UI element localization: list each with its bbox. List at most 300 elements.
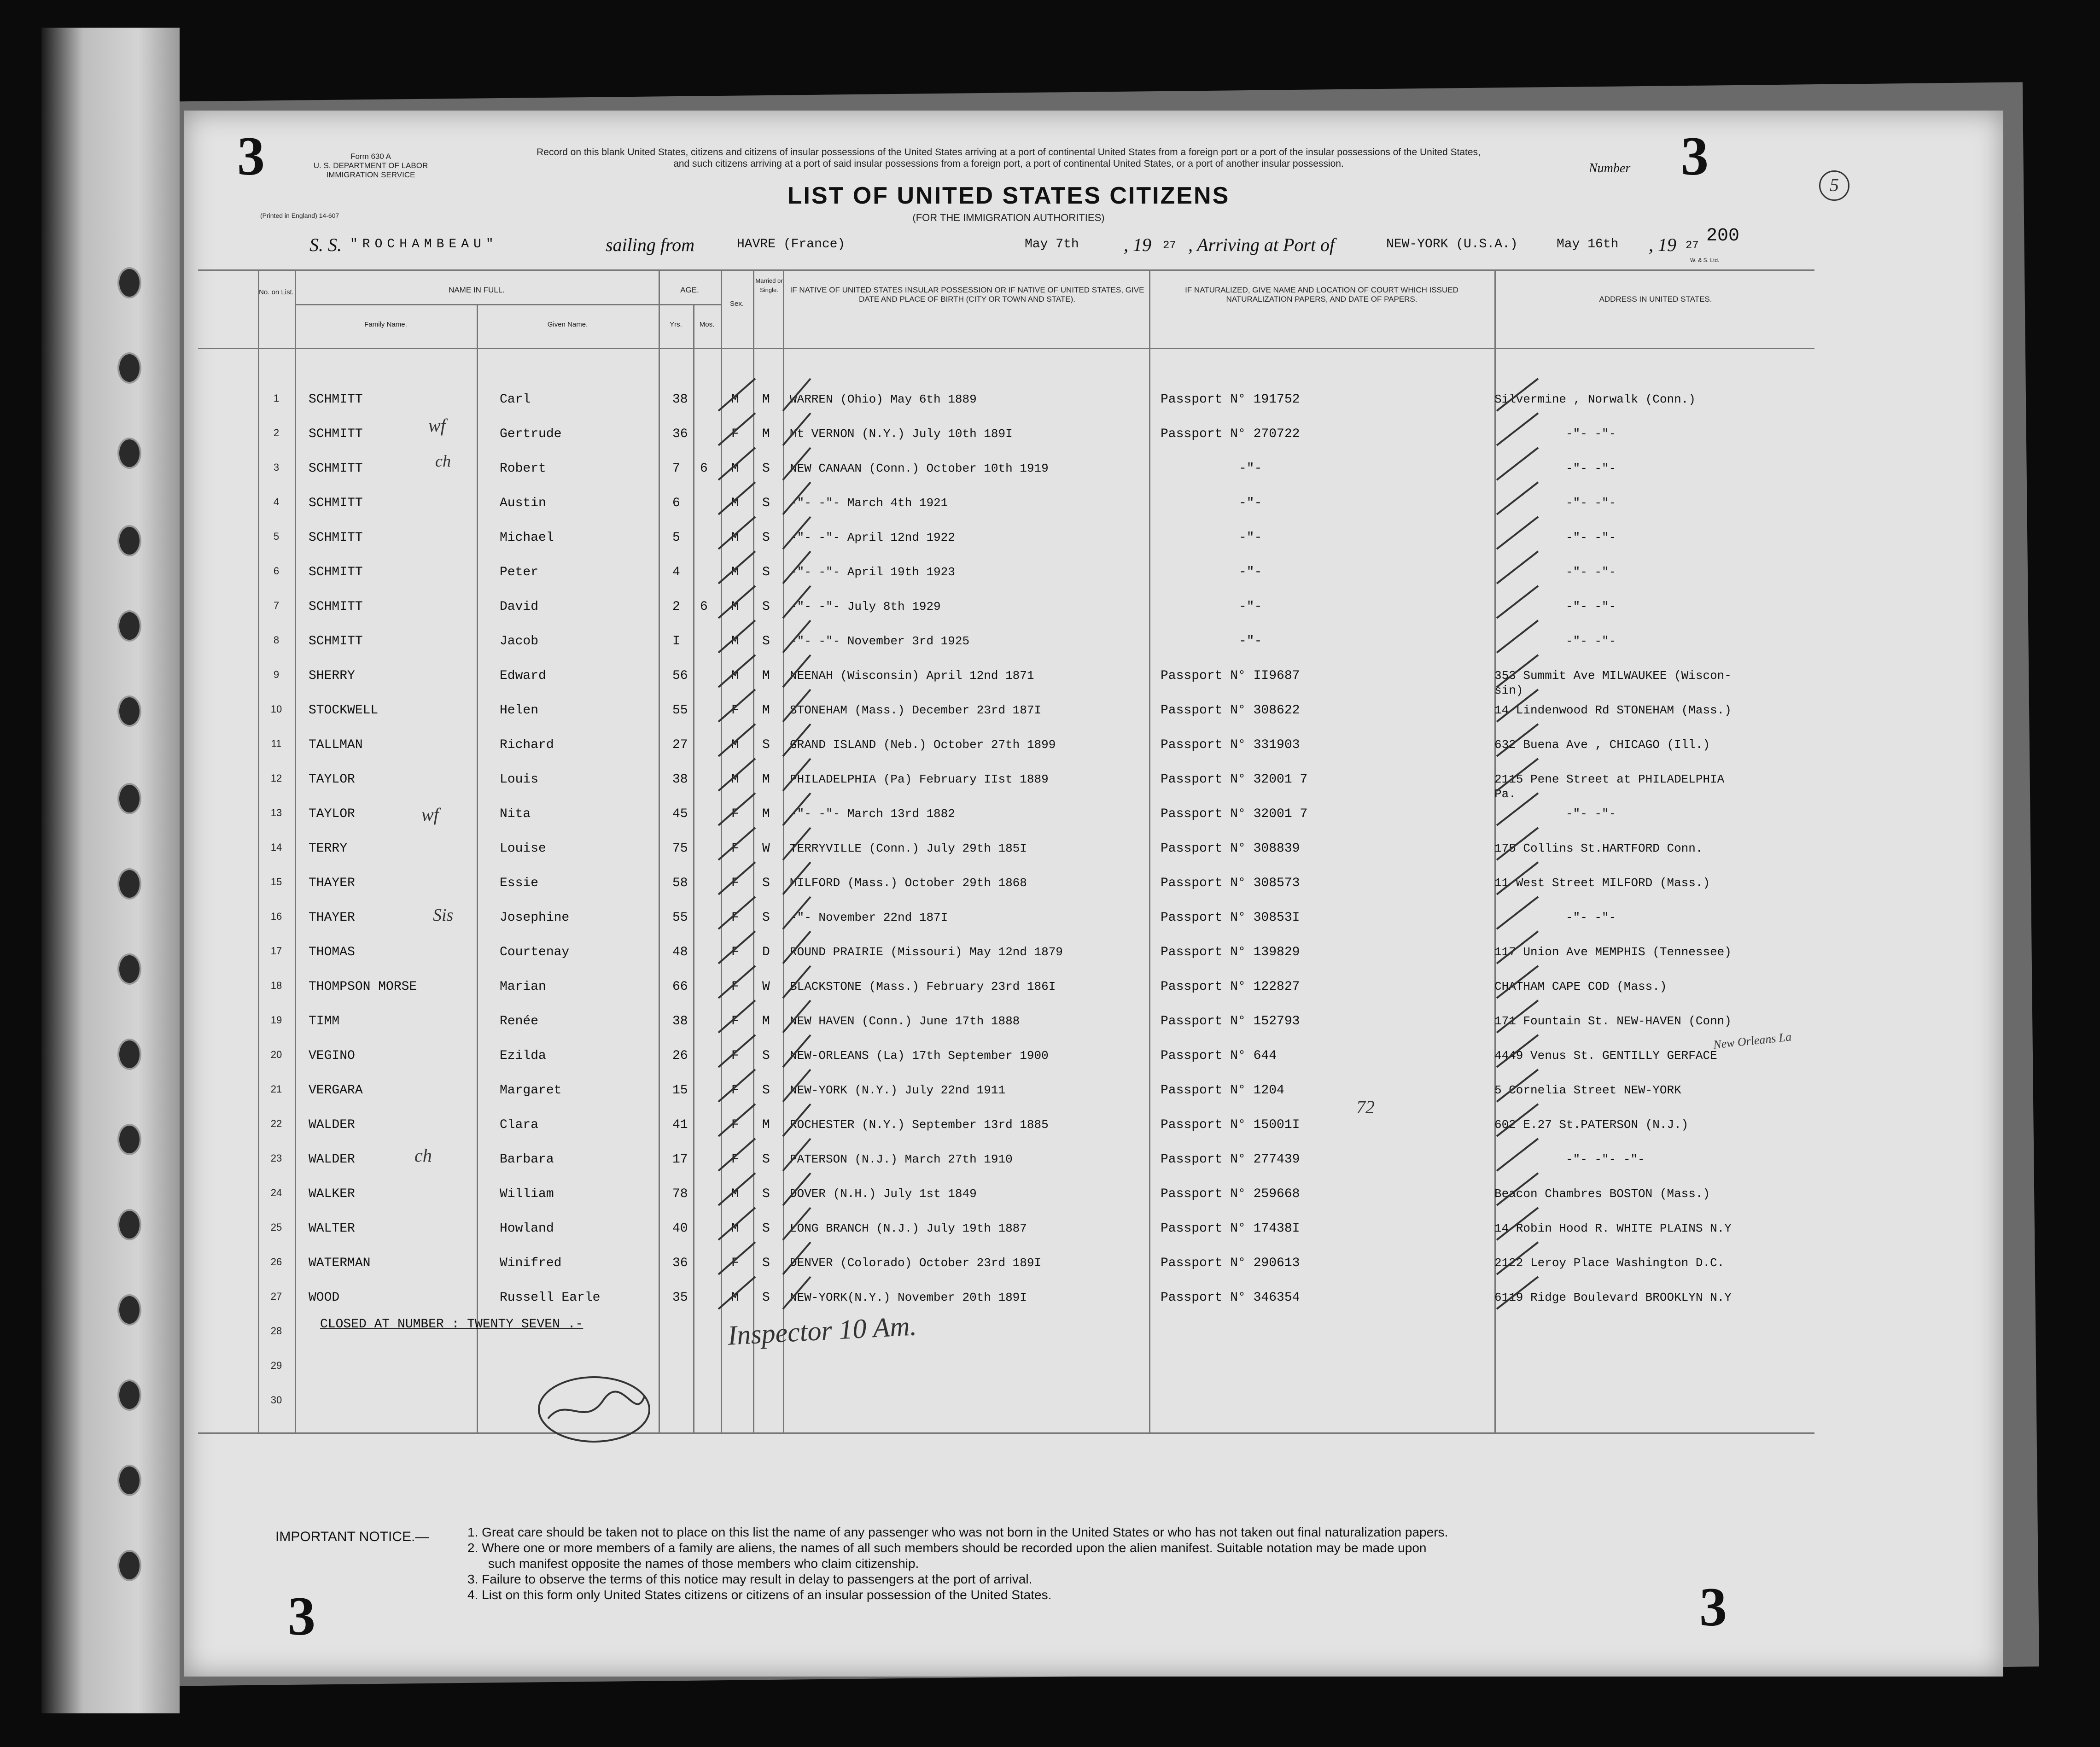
pencil-tick [783,1000,811,1033]
header-yrs: Yrs. [670,321,682,328]
row-given: Russell Earle [500,1291,601,1305]
row-family: TERRY [309,841,348,856]
handwritten-relation: wf [421,804,439,825]
row-birth: -"- -"- April 12nd 1922 [790,531,955,544]
pencil-tick [783,1035,811,1067]
row-family: SCHMITT [309,600,363,614]
row-nat: Passport N° 290613 [1161,1256,1300,1270]
row-given: Howland [500,1221,554,1236]
row-no: 12 [270,772,282,784]
row-nat: Passport N° 191752 [1161,392,1300,407]
row-given: Marian [500,980,546,994]
pencil-tick [718,551,755,584]
row-ms: S [762,911,770,925]
row-given: Essie [500,876,539,890]
row-nat: Passport N° 152793 [1161,1014,1300,1028]
row-sex: F [731,841,739,856]
pencil-tick [1497,482,1538,514]
row-ms: D [762,945,770,959]
year-prefix: , 19 [1124,234,1151,255]
row-nat: Passport N° 32001 7 [1161,807,1308,821]
notice-label: IMPORTANT NOTICE.— [275,1529,429,1544]
row-sex: F [731,911,739,925]
row-addr: -"- -"- [1566,565,1616,579]
row-sex: M [731,462,739,476]
pencil-tick [718,517,755,549]
pencil-tick [718,724,755,756]
row-no: 19 [270,1014,282,1026]
row-given: Jacob [500,634,539,649]
row-nat: -"- [1239,600,1262,614]
row-addr: -"- -"- [1566,600,1616,613]
row-age: 38 [672,392,688,407]
row-addr: -"- -"- -"- [1566,1152,1645,1166]
row-family: VEGINO [309,1049,355,1063]
ship-name: "ROCHAMBEAU" [350,237,498,251]
row-no: 23 [270,1152,282,1164]
row-nat: Passport N° 308573 [1161,876,1300,890]
pencil-tick [718,1208,755,1240]
row-given: Louise [500,841,546,856]
pencil-tick [1497,655,1538,687]
pencil-tick [718,966,755,998]
row-sex: F [731,1014,739,1028]
row-birth: LONG BRANCH (N.J.) July 19th 1887 [790,1221,1027,1235]
pencil-tick [783,1069,811,1102]
row-sex: M [731,634,739,649]
pencil-tick [718,448,755,480]
row-nat: -"- [1239,496,1262,510]
row-birth: NEW-YORK (N.Y.) July 22nd 1911 [790,1083,1006,1097]
row-no: 4 [273,496,280,508]
row-birth: NEW-YORK(N.Y.) November 20th 189I [790,1291,1027,1304]
departure-date: May 7th [1025,237,1079,251]
header-address: ADDRESS IN UNITED STATES. [1599,295,1712,304]
row-ms: S [762,1221,770,1236]
row-ms: S [762,496,770,510]
row-sex: F [731,945,739,959]
row-age: I [672,634,680,649]
row-given: Winifred [500,1256,562,1270]
pencil-tick [718,759,755,791]
row-sex: F [731,1118,739,1132]
header-mos: Mos. [699,321,715,328]
row-family: TAYLOR [309,807,355,821]
row-no: 21 [270,1083,282,1095]
pencil-tick [1497,689,1538,722]
row-nat: -"- [1239,634,1262,649]
circled-note: 5 [1819,170,1849,201]
row-addr: -"- -"- [1566,427,1616,441]
row-sex: M [731,600,739,614]
row-age: 66 [672,980,688,994]
row-age: 78 [672,1187,688,1201]
row-nat: Passport N° 308622 [1161,703,1300,718]
row-family: SCHMITT [309,392,363,407]
pencil-tick [1497,1208,1538,1240]
row-birth: PATERSON (N.J.) March 27th 1910 [790,1152,1013,1166]
row-ms: M [762,392,770,407]
row-age: 55 [672,911,688,925]
row-family: TALLMAN [309,738,363,752]
form-subtitle: (FOR THE IMMIGRATION AUTHORITIES) [912,212,1105,223]
notice-list [467,1525,1812,1603]
row-addr: -"- -"- [1566,634,1616,648]
pencil-tick [1497,931,1538,964]
row-no: 28 [270,1325,282,1337]
row-no: 7 [273,600,280,611]
row-ms: M [762,772,770,787]
row-birth: -"- -"- March 4th 1921 [790,496,948,510]
row-no: 3 [273,462,280,473]
row-addr: 353 Summit Ave MILWAUKEE (Wiscon- [1494,669,1732,683]
pencil-tick [718,379,755,411]
row-addr-continued: Pa. [1494,787,1516,801]
pencil-tick [783,379,811,411]
row-ms: S [762,634,770,649]
pencil-tick [783,793,811,825]
sheet-number-bottom-left: 3 [288,1585,315,1647]
arrival-date: May 16th [1557,237,1619,251]
pencil-tick [783,1277,811,1309]
row-no: 13 [270,807,282,818]
row-ms: S [762,1049,770,1063]
pencil-tick [783,517,811,549]
pencil-tick [783,1173,811,1205]
handwritten-relation: Sis [433,906,454,925]
row-sex: F [731,1152,739,1167]
row-family: SCHMITT [309,634,363,649]
pencil-tick [718,1277,755,1309]
row-age: 7 [672,462,680,476]
row-ms: S [762,531,770,545]
row-family: WALKER [309,1187,355,1201]
notice-item: such manifest opposite the names of those members who claim citizenship. [488,1556,919,1571]
pencil-tick [718,828,755,860]
notice-item: 3. Failure to observe the terms of this notice may result in delay to passengers at the port of arrival. [467,1572,1032,1586]
row-given: Michael [500,531,554,545]
pencil-tick [718,1104,755,1136]
pencil-tick [1497,620,1538,653]
row-family: THAYER [309,911,355,925]
row-family: THOMPSON MORSE [309,980,417,994]
row-no: 1 [273,392,280,404]
row-mos: 6 [700,600,708,614]
row-addr: 117 Union Ave MEMPHIS (Tennessee) [1494,945,1732,959]
pencil-tick [718,1000,755,1033]
row-ms: S [762,1152,770,1167]
pencil-tick [718,897,755,929]
pencil-tick [718,793,755,825]
page-stamp: 200 [1706,226,1740,246]
row-ms: S [762,1256,770,1270]
pencil-tick [718,1139,755,1171]
row-nat: Passport N° 32001 7 [1161,772,1308,787]
row-ms: S [762,876,770,890]
arriving-label: , Arriving at Port of [1188,234,1335,255]
row-birth: -"- -"- April 19th 1923 [790,565,955,579]
row-addr: 14 Robin Hood R. WHITE PLAINS N.Y [1494,1221,1732,1235]
arrival-port: NEW-YORK (U.S.A.) [1386,237,1518,251]
row-addr: 5 Cornelia Street NEW-YORK [1494,1083,1681,1097]
row-age: 35 [672,1291,688,1305]
row-sex: F [731,1256,739,1270]
pencil-tick [718,586,755,618]
pencil-tick [1497,828,1538,860]
row-nat: -"- [1239,462,1262,476]
inspector-signature: Inspector 10 Am. [727,1310,917,1351]
row-age: 5 [672,531,680,545]
row-addr: -"- -"- [1566,496,1616,510]
row-no: 25 [270,1221,282,1233]
row-ms: M [762,427,770,441]
row-ms: S [762,1187,770,1201]
pencil-tick [718,931,755,964]
row-nat: Passport N° 346354 [1161,1291,1300,1305]
row-birth: -"- -"- July 8th 1929 [790,600,941,613]
pencil-tick [1497,793,1538,825]
pencil-tick [1497,1000,1538,1033]
pencil-tick [1497,897,1538,929]
row-addr: 6119 Ridge Boulevard BROOKLYN N.Y [1494,1291,1732,1304]
row-given: Carl [500,392,531,407]
form-number: Form 630 A [350,152,391,161]
notice-item: 1. Great care should be taken not to place on this list the name of any passenger who was not born in the United States or who has not taken out final naturalization papers. [467,1525,1448,1539]
row-addr: 632 Buena Ave , CHICAGO (Ill.) [1494,738,1710,752]
row-ms: S [762,738,770,752]
row-family: TAYLOR [309,772,355,787]
row-birth: -"- November 22nd 187I [790,911,948,924]
row-family: WATERMAN [309,1256,371,1270]
row-addr: 602 E.27 St.PATERSON (N.J.) [1494,1118,1689,1132]
row-age: 75 [672,841,688,856]
row-age: 36 [672,427,688,441]
handwritten-relation: wf [428,415,446,436]
row-no: 29 [270,1360,282,1371]
row-addr: -"- -"- [1566,531,1616,544]
row-mos: 6 [700,462,708,476]
pencil-tick [783,862,811,894]
row-no: 26 [270,1256,282,1268]
pencil-tick [718,413,755,445]
row-given: Margaret [500,1083,562,1098]
pencil-tick [783,966,811,998]
row-given: Josephine [500,911,570,925]
pencil-tick [1497,1242,1538,1274]
row-age: 38 [672,772,688,787]
row-age: 41 [672,1118,688,1132]
row-ms: W [762,841,770,856]
row-given: Courtenay [500,945,570,959]
row-no: 10 [270,703,282,715]
row-addr: -"- -"- [1566,807,1616,821]
row-sex: F [731,980,739,994]
ss-label: S. S. [309,234,342,255]
row-addr: 11 West Street MILFORD (Mass.) [1494,876,1710,890]
pencil-tick [1497,448,1538,480]
row-birth: BLACKSTONE (Mass.) February 23rd 186I [790,980,1056,993]
row-no: 17 [270,945,282,957]
pencil-tick [783,413,811,445]
row-family: SCHMITT [309,531,363,545]
row-sex: M [731,565,739,579]
row-birth: NEW-ORLEANS (La) 17th September 1900 [790,1049,1049,1063]
row-birth: NEW HAVEN (Conn.) June 17th 1888 [790,1014,1020,1028]
row-nat: Passport N° 139829 [1161,945,1300,959]
row-family: SCHMITT [309,427,363,441]
row-birth: MILFORD (Mass.) October 29th 1868 [790,876,1027,890]
row-sex: F [731,876,739,890]
row-nat: Passport N° 15001I [1161,1118,1300,1132]
pencil-tick [783,620,811,653]
pencil-tick [783,655,811,687]
pencil-tick [783,551,811,584]
row-given: Renée [500,1014,539,1028]
row-nat: Passport N° 30853I [1161,911,1300,925]
row-family: THAYER [309,876,355,890]
row-addr: -"- -"- [1566,911,1616,924]
row-sex: M [731,392,739,407]
handwritten-relation: ch [435,452,451,470]
handwritten-note: 72 [1356,1097,1375,1117]
row-given: Richard [500,738,554,752]
row-sex: M [731,1221,739,1236]
row-family: SCHMITT [309,462,363,476]
form-title: LIST OF UNITED STATES CITIZENS [787,182,1230,209]
row-birth: WARREN (Ohio) May 6th 1889 [790,392,977,406]
pencil-tick [1497,1139,1538,1171]
pencil-tick [718,689,755,722]
row-no: 14 [270,841,282,853]
header-family: Family Name. [364,321,407,328]
row-sex: F [731,1083,739,1098]
row-no: 22 [270,1118,282,1129]
notice-item: 4. List on this form only United States citizens or citizens of an insular possession of the United States. [467,1588,1052,1602]
printer-mark: W. & S. Ltd. [1690,257,1720,263]
row-no: 2 [273,427,280,438]
row-addr: -"- -"- [1566,462,1616,475]
row-given: Edward [500,669,546,683]
row-birth: DOVER (N.H.) July 1st 1849 [790,1187,977,1201]
row-no: 11 [271,738,282,749]
row-addr: 2122 Leroy Place Washington D.C. [1494,1256,1725,1270]
pencil-tick [718,655,755,687]
row-family: SCHMITT [309,496,363,510]
row-given: Barbara [500,1152,554,1167]
row-birth: DENVER (Colorado) October 23rd 189I [790,1256,1042,1270]
departure-year: 27 [1163,240,1176,252]
pencil-tick [783,759,811,791]
pencil-tick [1497,379,1538,411]
row-given: Austin [500,496,546,510]
pencil-tick [718,1069,755,1102]
row-sex: F [731,1049,739,1063]
row-age: 17 [672,1152,688,1167]
row-age: 4 [672,565,680,579]
pencil-tick [1497,1104,1538,1136]
pencil-tick [1497,586,1538,618]
row-given: Ezilda [500,1049,546,1063]
header-given: Given Name. [547,321,588,328]
row-addr: CHATHAM CAPE COD (Mass.) [1494,980,1667,993]
row-nat: Passport N° 308839 [1161,841,1300,856]
row-nat: Passport N° 122827 [1161,980,1300,994]
row-family: SHERRY [309,669,355,683]
row-given: Peter [500,565,539,579]
row-age: 27 [672,738,688,752]
row-ms: S [762,565,770,579]
pencil-tick [1497,759,1538,791]
row-nat: Passport N° 259668 [1161,1187,1300,1201]
pencil-tick [783,689,811,722]
pencil-tick [783,1242,811,1274]
row-no: 24 [270,1187,282,1198]
row-addr: 14 Lindenwood Rd STONEHAM (Mass.) [1494,703,1732,717]
header-no: No. on List. [259,288,294,296]
row-nat: Passport N° 1204 [1161,1083,1284,1098]
row-sex: M [731,1187,739,1201]
row-age: 40 [672,1221,688,1236]
row-age: 2 [672,600,680,614]
row-family: WALDER [309,1118,355,1132]
row-sex: F [731,427,739,441]
row-addr: 175 Collins St.HARTFORD Conn. [1494,841,1703,855]
row-sex: F [731,703,739,718]
closed-at-number: CLOSED AT NUMBER : TWENTY SEVEN .- [320,1317,583,1332]
sheet-number-top-left: 3 [237,125,265,187]
handwritten-relation: ch [414,1145,432,1166]
pencil-tick [718,1173,755,1205]
pencil-tick [1497,1035,1538,1067]
row-addr-continued: sin) [1494,684,1523,697]
row-sex: M [731,669,739,683]
row-age: 6 [672,496,680,510]
row-nat: Passport N° 331903 [1161,738,1300,752]
row-age: 15 [672,1083,688,1098]
row-nat: Passport N° II9687 [1161,669,1300,683]
row-given: William [500,1187,554,1201]
pencil-tick [783,897,811,929]
row-given: Nita [500,807,531,821]
row-ms: S [762,600,770,614]
arrival-year-prefix: , 19 [1649,234,1676,255]
row-no: 9 [273,669,280,680]
row-family: WALDER [309,1152,355,1167]
header-sex: Sex. [729,300,744,308]
row-given: Helen [500,703,539,718]
row-birth: STONEHAM (Mass.) December 23rd 187I [790,703,1042,717]
row-no: 5 [273,531,280,542]
row-sex: M [731,1291,739,1305]
row-birth: PHILADELPHIA (Pa) February IIst 1889 [790,772,1049,786]
pencil-tick [1497,724,1538,756]
row-given: Clara [500,1118,539,1132]
row-addr: 4449 Venus St. GENTILLY GERFACE [1494,1049,1717,1063]
row-sex: M [731,772,739,787]
pencil-tick [1497,1173,1538,1205]
row-nat: -"- [1239,565,1262,579]
row-no: 27 [270,1291,282,1302]
row-nat: -"- [1239,531,1262,545]
row-family: SCHMITT [309,565,363,579]
pencil-tick [1497,1277,1538,1309]
row-no: 18 [270,980,282,991]
row-family: THOMAS [309,945,355,959]
row-nat: Passport N° 17438I [1161,1221,1300,1236]
pencil-tick [783,586,811,618]
pencil-tick [783,482,811,514]
row-addr: Beacon Chambres BOSTON (Mass.) [1494,1187,1710,1201]
